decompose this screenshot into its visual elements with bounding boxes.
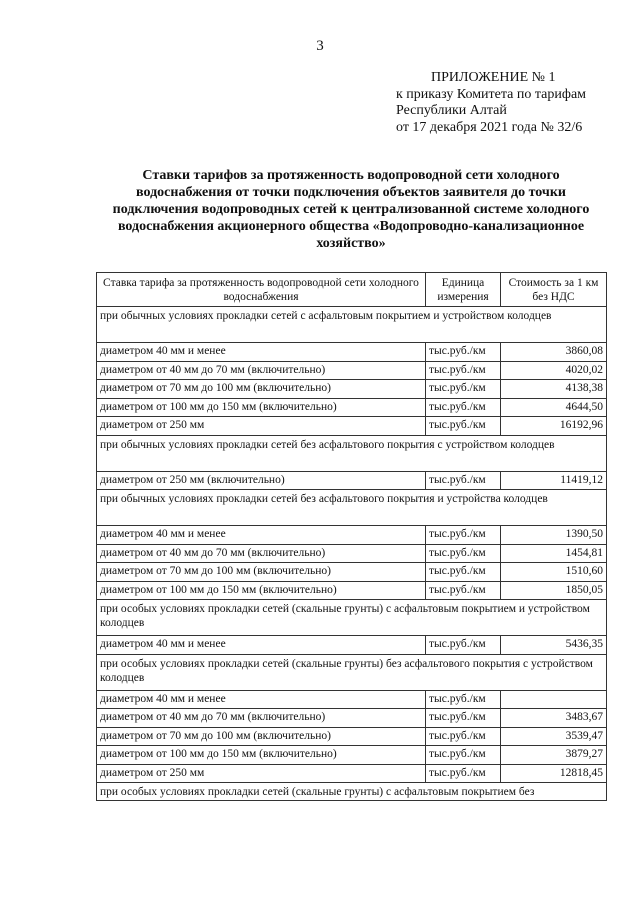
row-unit: тыс.руб./км [426,581,501,600]
row-unit: тыс.руб./км [426,746,501,765]
table-row [97,764,607,783]
group-title: при обычных условиях прокладки сетей без асфальтового покрытия с устройством колодцев [97,435,607,471]
row-unit: тыс.руб./км [426,709,501,728]
appendix-line-order: к приказу Комитета по тарифам [396,86,587,102]
row-label: диаметром 40 мм и менее [97,343,426,362]
tariff-table [96,272,607,801]
table-row [97,398,607,417]
group-row [97,654,607,690]
appendix-title: ПРИЛОЖЕНИЕ № 1 [431,70,556,85]
row-cost: 12818,45 [501,764,607,783]
row-cost: 1454,81 [501,544,607,563]
row-cost: 5436,35 [501,636,607,655]
appendix-line-region: Республики Алтай [396,103,507,118]
appendix-block [396,70,636,136]
table-row [97,544,607,563]
row-label: диаметром от 100 мм до 150 мм (включительно) [97,746,426,765]
row-unit: тыс.руб./км [426,544,501,563]
row-label: диаметром от 250 мм [97,417,426,436]
table-row [97,746,607,765]
table-row [97,690,607,709]
table-row [97,417,607,436]
row-label: диаметром 40 мм и менее [97,636,426,655]
table-row [97,563,607,582]
table-row [97,471,607,490]
table-row [97,581,607,600]
group-title-trailing: при особых условиях прокладки сетей (скальные грунты) с асфальтовым покрытием без [97,783,607,801]
row-label: диаметром 40 мм и менее [97,690,426,709]
group-title: при обычных условиях прокладки сетей без асфальтового покрытия и устройства колодцев [97,490,607,526]
row-cost: 1850,05 [501,581,607,600]
row-label: диаметром от 250 мм [97,764,426,783]
row-cost: 3860,08 [501,343,607,362]
document-title: Ставки тарифов за протяженность водопроводной сети холодного водоснабжения от точки подключения объектов заявителя до точки подключения водопроводных сетей к централизованной системе холодного водоснабжения акционерного общества «Водопроводно-канализационное хозяйство» [112,168,590,251]
group-row [97,435,607,471]
row-unit: тыс.руб./км [426,636,501,655]
row-cost: 3879,27 [501,746,607,765]
row-cost: 3539,47 [501,727,607,746]
row-unit: тыс.руб./км [426,764,501,783]
row-unit: тыс.руб./км [426,380,501,399]
row-label: диаметром от 70 мм до 100 мм (включительно) [97,563,426,582]
row-unit: тыс.руб./км [426,343,501,362]
header-cost: Стоимость за 1 км без НДС [501,273,607,307]
row-label: диаметром 40 мм и менее [97,526,426,545]
table-row [97,343,607,362]
group-row-trailing [97,783,607,801]
row-cost: 3483,67 [501,709,607,728]
table-row [97,380,607,399]
group-row [97,600,607,636]
row-label: диаметром от 100 мм до 150 мм (включительно) [97,398,426,417]
row-cost: 1510,60 [501,563,607,582]
group-title: при особых условиях прокладки сетей (скальные грунты) без асфальтового покрытия с устройством колодцев [97,654,607,690]
row-unit: тыс.руб./км [426,471,501,490]
row-cost: 1390,50 [501,526,607,545]
tariff-table-body [97,307,607,801]
table-row [97,727,607,746]
row-cost [501,690,607,709]
row-label: диаметром от 70 мм до 100 мм (включительно) [97,727,426,746]
group-row [97,490,607,526]
page-number: 3 [316,38,324,54]
row-cost: 11419,12 [501,471,607,490]
row-cost: 16192,96 [501,417,607,436]
row-unit: тыс.руб./км [426,727,501,746]
table-row [97,361,607,380]
table-row [97,709,607,728]
row-label: диаметром от 250 мм (включительно) [97,471,426,490]
row-label: диаметром от 70 мм до 100 мм (включительно) [97,380,426,399]
group-title: при особых условиях прокладки сетей (скальные грунты) с асфальтовым покрытием и устройством колодцев [97,600,607,636]
row-unit: тыс.руб./км [426,417,501,436]
row-unit: тыс.руб./км [426,526,501,545]
row-label: диаметром от 40 мм до 70 мм (включительно) [97,544,426,563]
table-header-row [97,273,607,307]
row-cost: 4020,02 [501,361,607,380]
group-row [97,307,607,343]
row-label: диаметром от 100 мм до 150 мм (включительно) [97,581,426,600]
table-row [97,526,607,545]
table-row [97,636,607,655]
row-cost: 4138,38 [501,380,607,399]
row-label: диаметром от 40 мм до 70 мм (включительно) [97,361,426,380]
row-unit: тыс.руб./км [426,361,501,380]
row-unit: тыс.руб./км [426,398,501,417]
row-unit: тыс.руб./км [426,690,501,709]
header-rate: Ставка тарифа за протяженность водопроводной сети холодного водоснабжения [97,273,426,307]
row-unit: тыс.руб./км [426,563,501,582]
group-title: при обычных условиях прокладки сетей с асфальтовым покрытием и устройством колодцев [97,307,607,343]
appendix-line-date: от 17 декабря 2021 года № 32/6 [396,119,583,135]
row-label: диаметром от 40 мм до 70 мм (включительно) [97,709,426,728]
header-unit: Единица измерения [426,273,501,307]
row-cost: 4644,50 [501,398,607,417]
